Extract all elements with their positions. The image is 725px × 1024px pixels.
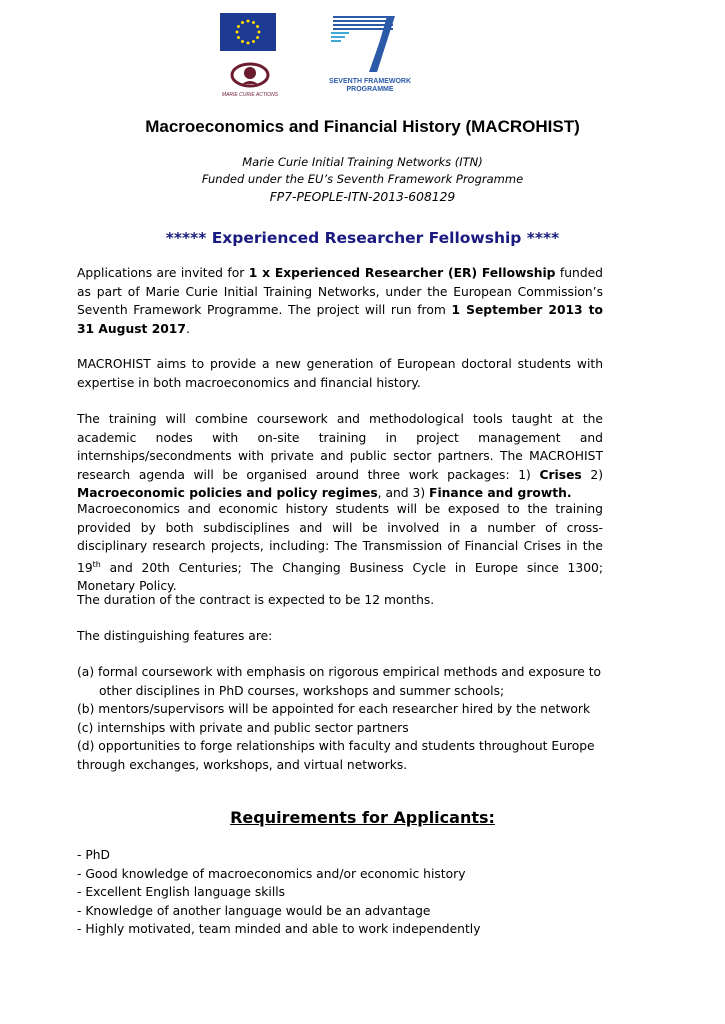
fellowship-heading: ***** Experienced Researcher Fellowship **** [165, 229, 560, 247]
eu-star-icon [247, 20, 250, 23]
fellowship-count: 1 x Experienced Researcher (ER) Fellowship [248, 266, 556, 280]
fp7-line2: PROGRAMME [346, 86, 394, 93]
wp-macro-policies: Macroeconomic policies and policy regimes [77, 486, 378, 500]
eu-star-icon [237, 25, 240, 28]
duration-paragraph: The duration of the contract is expected to be 12 months. [77, 593, 435, 607]
aims-paragraph: MACROHIST aims to provide a new generation of European doctoral students with expertise in both macroeconomics and financial history. [77, 357, 603, 390]
eu-star-icon [256, 25, 259, 28]
subtitle-grant-code: FP7-PEOPLE-ITN-2013-608129 [269, 190, 456, 204]
marie-curie-logo [215, 58, 285, 103]
fp7-line1: SEVENTH FRAMEWORK [328, 78, 412, 85]
marie-curie-label: MARIE CURIE ACTIONS [221, 92, 279, 98]
requirements-heading: Requirements for Applicants: [230, 808, 495, 827]
feature-c: (c) internships with private and public sector partners [77, 720, 409, 735]
training-paragraph: The training will combine coursework and methodological tools taught at the academic nodes with on-site training in project management and internships/secondments with private and public sector partners. The MACROHIST research agenda will be organised around three work packages: 1) Crises 2) Macroeconomic policies and policy regimes, and 3) Finance and growth. [77, 412, 603, 500]
eu-star-icon [252, 21, 255, 24]
project-dates: 1 September 2013 to 31 August 2017 [77, 303, 603, 336]
subtitle-funded: Funded under the EU’s Seventh Framework Programme [201, 172, 524, 186]
requirements-list [77, 846, 480, 939]
fp7-logo [325, 10, 415, 105]
eu-star-icon [241, 40, 244, 43]
eu-star-icon [236, 31, 239, 34]
feature-a-cont: other disciplines in PhD courses, workshops and summer schools; [99, 683, 505, 698]
subtitle-itn: Marie Curie Initial Training Networks (ITN) [242, 155, 483, 169]
requirement-item: - Highly motivated, team minded and able to work independently [77, 922, 481, 936]
page-title: Macroeconomics and Financial History (MACROHIST) [145, 117, 580, 136]
requirement-item: - Knowledge of another language would be an advantage [77, 903, 431, 918]
requirement-item: - PhD [77, 848, 111, 862]
projects-paragraph: Macroeconomics and economic history students will be exposed to the training provided by both subdisciplines and will be involved in a number of cross-disciplinary research projects, including: The Transmission of Financial Crises in the 19th and 20th Centuries; The Changing Business Cycle in Europe since 1300; Monetary Policy. [77, 502, 603, 594]
eu-star-icon [241, 21, 244, 24]
intro-paragraph: Applications are invited for 1 x Experienced Researcher (ER) Fellowship funded as part of Marie Curie Initial Training Networks, under the European Commission’s Seventh Framework Programme. The project will run from 1 September 2013 to 31 August 2017. [77, 266, 603, 336]
eu-star-icon [247, 42, 250, 45]
feature-d-cont: through exchanges, workshops, and virtual networks. [77, 757, 408, 772]
eu-star-icon [256, 36, 259, 39]
eu-flag-logo [220, 13, 276, 51]
feature-d: (d) opportunities to forge relationships with faculty and students throughout Europe [77, 739, 595, 753]
eu-star-icon [258, 31, 261, 34]
features-intro: The distinguishing features are: [77, 629, 273, 643]
wp-crises: Crises [539, 467, 582, 482]
wp-finance-growth: Finance and growth. [429, 486, 572, 500]
requirement-item: - Good knowledge of macroeconomics and/or economic history [77, 866, 466, 881]
feature-a: (a) formal coursework with emphasis on rigorous empirical methods and exposure to [77, 665, 602, 679]
features-list [77, 663, 603, 774]
feature-b: (b) mentors/supervisors will be appointed for each researcher hired by the network [77, 702, 591, 716]
eu-star-icon [252, 40, 255, 43]
requirement-item: - Excellent English language skills [77, 885, 286, 899]
eu-star-icon [237, 36, 240, 39]
